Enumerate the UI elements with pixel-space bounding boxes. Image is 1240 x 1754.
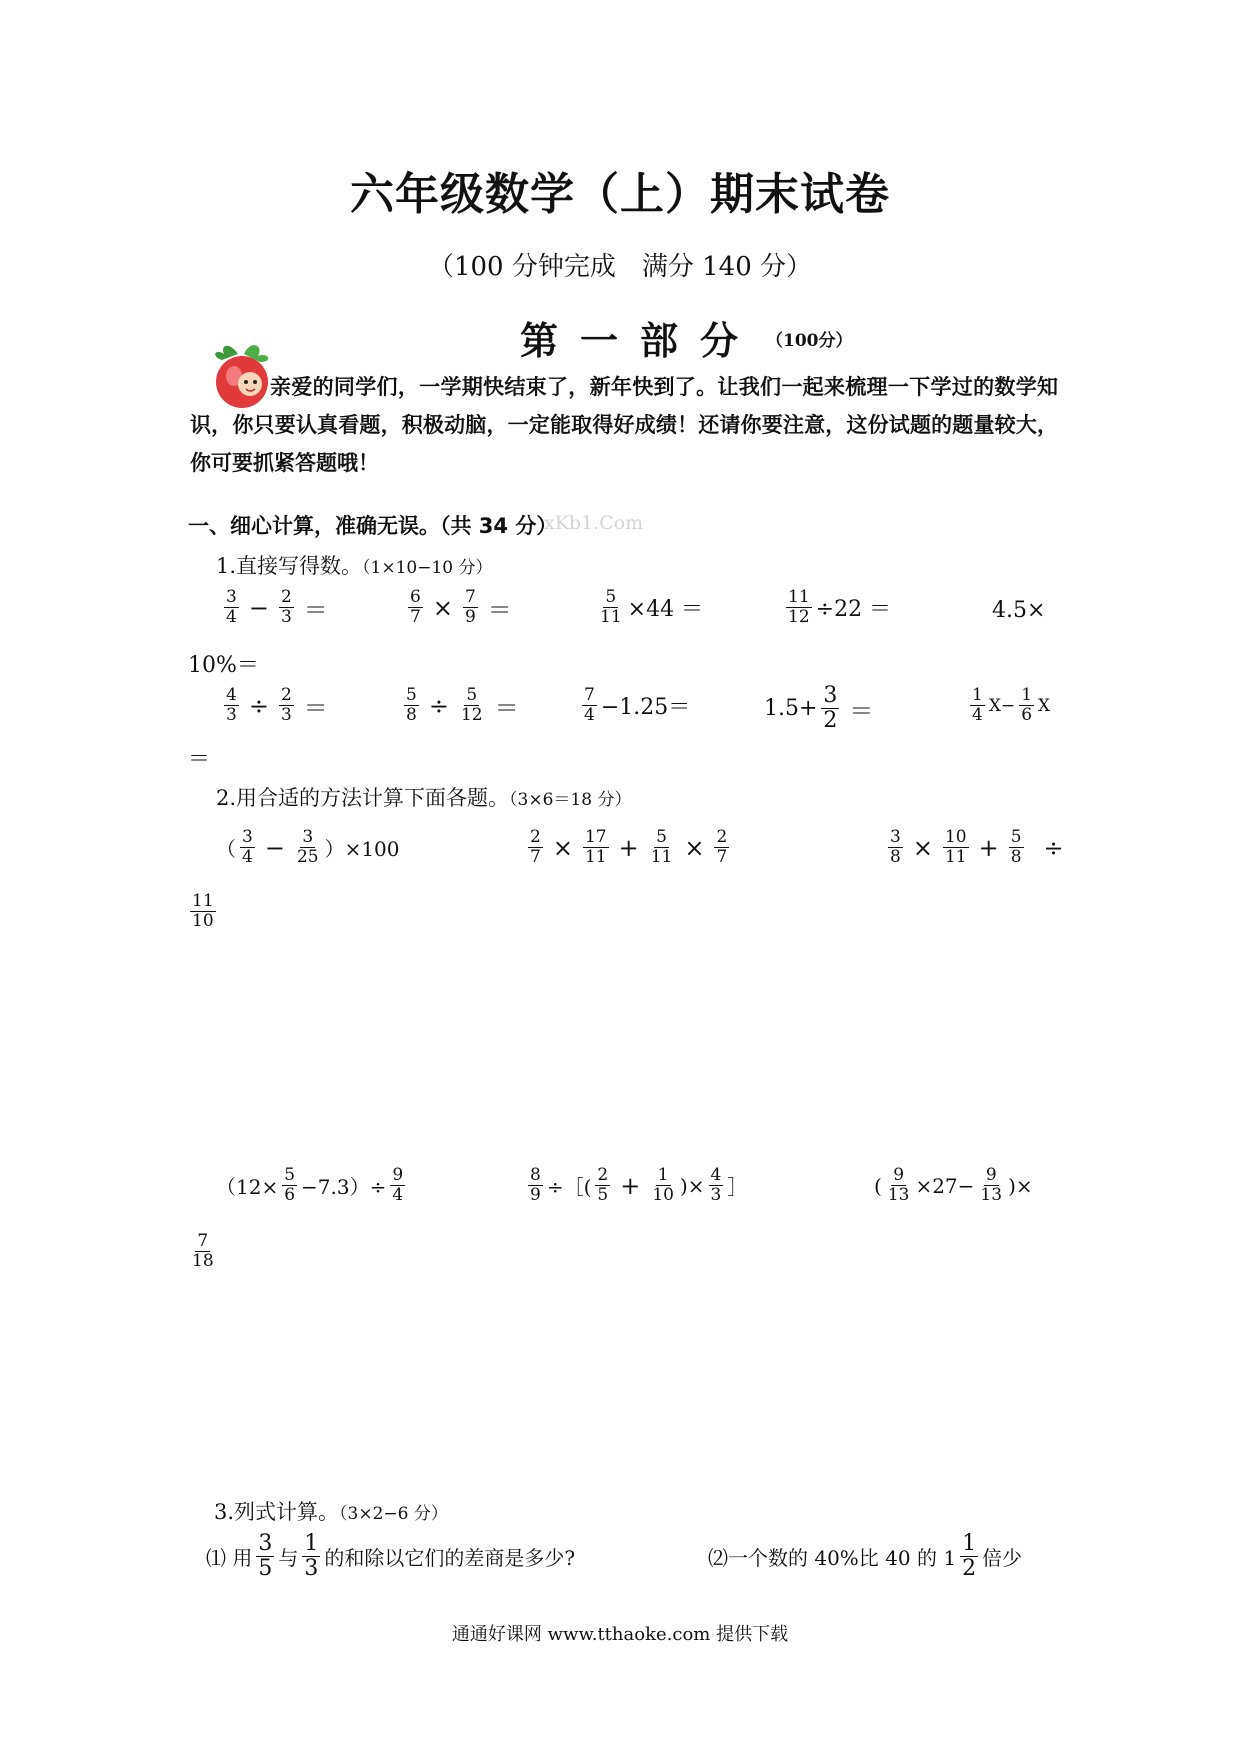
expression-text: X bbox=[1038, 695, 1051, 716]
fraction: $\frac{3}{4}$ bbox=[242, 827, 253, 867]
expression-text: −1.25＝ bbox=[600, 695, 691, 720]
q1-item-3 bbox=[594, 588, 703, 627]
operator: ÷ bbox=[248, 691, 269, 720]
q2-label bbox=[216, 782, 631, 812]
q1-label-text: 1.直接写得数。 bbox=[216, 554, 363, 578]
q2-problem-6 bbox=[874, 1166, 1033, 1205]
operator: + bbox=[618, 833, 639, 862]
fraction: $\frac{7}{4}$ bbox=[584, 685, 595, 725]
fraction: $\frac{9}{13}$ bbox=[980, 1165, 1003, 1205]
q1-item-4 bbox=[782, 588, 891, 627]
q2-problem-5 bbox=[524, 1166, 747, 1205]
operator: ÷ bbox=[1043, 833, 1064, 862]
q3-problem-1 bbox=[206, 1532, 575, 1581]
expression-text: ×44 ＝ bbox=[627, 597, 704, 622]
exam-subtitle: （100 分钟完成 满分 140 分） bbox=[427, 252, 813, 282]
expression-text: )× bbox=[1008, 1173, 1033, 1198]
expression-text: （12× bbox=[216, 1175, 279, 1199]
operator: × bbox=[684, 833, 705, 862]
exam-title: 六年级数学（上）期末试卷 bbox=[350, 169, 890, 220]
fraction: $\frac{7}{18}$ bbox=[192, 1231, 214, 1271]
q2-problem-4 bbox=[216, 1166, 409, 1205]
q1-item-6 bbox=[220, 686, 334, 725]
fraction: $\frac{3}{2}$ bbox=[823, 683, 838, 733]
part-score: （100分） bbox=[766, 331, 853, 351]
expression-text: 10%＝ bbox=[188, 653, 259, 678]
fraction: $\frac{17}{11}$ bbox=[584, 827, 607, 867]
expression-text: ）×100 bbox=[324, 837, 400, 861]
q2-label-text: 2.用合适的方法计算下面各题。 bbox=[216, 786, 510, 810]
q2-score: （3×6＝18 分） bbox=[509, 790, 632, 810]
q3-score: （3×2−6 分） bbox=[339, 1504, 448, 1524]
q1-item-8 bbox=[578, 686, 690, 725]
paren: （ bbox=[216, 837, 236, 861]
fraction: $\frac{2}{7}$ bbox=[530, 827, 541, 867]
equals-sign: ＝ bbox=[494, 694, 519, 722]
q3-label-text: 3.列式计算。 bbox=[214, 1500, 340, 1524]
expression-text: −7.3）÷ bbox=[301, 1175, 387, 1199]
fraction: $\frac{2}{3}$ bbox=[280, 587, 292, 627]
equals-sign: ＝ bbox=[849, 697, 874, 725]
fraction: $\frac{2}{5}$ bbox=[597, 1165, 609, 1205]
q1-score: （1×10−10 分） bbox=[362, 558, 493, 578]
operator: × bbox=[552, 833, 573, 862]
q1-item-2 bbox=[404, 588, 518, 627]
fraction: $\frac{9}{4}$ bbox=[392, 1165, 404, 1205]
fraction: $\frac{1}{6}$ bbox=[1021, 685, 1033, 725]
fraction: $\frac{1}{2}$ bbox=[962, 1531, 977, 1581]
fraction: $\frac{3}{5}$ bbox=[258, 1531, 273, 1581]
fraction: $\frac{5}{11}$ bbox=[650, 827, 673, 867]
expression-text: ＝ bbox=[188, 747, 211, 772]
expression-text: 倍少 bbox=[982, 1546, 1023, 1570]
section-1-title: 一、细心计算，准确无误。（共 34 分） bbox=[188, 514, 558, 538]
q3-problem-2 bbox=[708, 1532, 1022, 1581]
fraction: $\frac{1}{4}$ bbox=[972, 685, 983, 725]
expression-text: ( bbox=[874, 1173, 882, 1198]
expression-text: 与 bbox=[278, 1546, 299, 1570]
q1-item-5 bbox=[992, 598, 1045, 623]
fraction: $\frac{4}{3}$ bbox=[710, 1165, 722, 1205]
fraction: $\frac{5}{6}$ bbox=[284, 1165, 296, 1205]
fraction: $\frac{6}{7}$ bbox=[410, 587, 421, 627]
fraction: $\frac{11}{12}$ bbox=[788, 587, 810, 627]
q1-item-10-wrap bbox=[188, 742, 210, 773]
expression-text: 的和除以它们的差商是多少? bbox=[324, 1546, 576, 1570]
fraction: $\frac{9}{13}$ bbox=[887, 1165, 910, 1205]
fraction: $\frac{7}{9}$ bbox=[464, 587, 476, 627]
fraction: $\frac{3}{25}$ bbox=[296, 827, 319, 867]
fraction: $\frac{3}{4}$ bbox=[226, 587, 237, 627]
q1-label bbox=[216, 550, 493, 580]
q2-problem-3 bbox=[884, 828, 1070, 867]
q1-item-5-wrap bbox=[188, 648, 259, 679]
expression-text: )× bbox=[679, 1173, 705, 1198]
part-title: 第一部分 bbox=[520, 319, 761, 363]
q2-problem-3-wrap bbox=[186, 892, 220, 931]
watermark: xKb1.Com bbox=[544, 512, 644, 534]
fraction: $\frac{3}{8}$ bbox=[890, 827, 901, 867]
q3-label bbox=[214, 1496, 448, 1526]
operator: + bbox=[620, 1171, 641, 1200]
operator: − bbox=[264, 833, 285, 862]
q2-problem-2 bbox=[524, 828, 733, 867]
fraction: $\frac{5}{8}$ bbox=[406, 685, 417, 725]
fraction: $\frac{2}{7}$ bbox=[716, 827, 728, 867]
expression-text: ］ bbox=[727, 1175, 748, 1199]
expression-text: 4.5× bbox=[992, 598, 1046, 623]
equals-sign: ＝ bbox=[487, 596, 512, 624]
q1-item-9 bbox=[764, 684, 879, 733]
operator: + bbox=[978, 833, 999, 862]
intro-paragraph: 亲爱的同学们，一学期快结束了，新年快到了。让我们一起来梳理一下学过的数学知识，你只要认真看题，积极动脑，一定能取得好成绩！还请你要注意，这份试题的题量较大，你可要抓紧答题哦！ bbox=[190, 374, 1058, 475]
expression-text: ⑴ 用 bbox=[206, 1546, 253, 1570]
q1-item-7 bbox=[400, 686, 525, 725]
fraction: $\frac{1}{10}$ bbox=[652, 1165, 674, 1205]
q1-item-1 bbox=[220, 588, 334, 627]
q1-item-10 bbox=[966, 686, 1050, 725]
operator: ÷ bbox=[428, 691, 449, 720]
footer-credit: 通通好课网 www.tthaoke.com 提供下载 bbox=[451, 1624, 789, 1645]
fraction: $\frac{10}{11}$ bbox=[944, 827, 967, 867]
expression-text: ÷［( bbox=[546, 1175, 592, 1199]
equals-sign: ＝ bbox=[303, 694, 328, 722]
operator: × bbox=[432, 593, 453, 622]
expression-text: ÷22 ＝ bbox=[815, 597, 892, 622]
operator: × bbox=[912, 833, 933, 862]
q2-problem-6-wrap bbox=[186, 1232, 220, 1271]
fraction: $\frac{5}{12}$ bbox=[460, 685, 483, 725]
expression-text: 1.5+ bbox=[764, 696, 818, 721]
fraction: $\frac{11}{10}$ bbox=[192, 891, 214, 931]
fraction: $\frac{8}{9}$ bbox=[530, 1165, 541, 1205]
equals-sign: ＝ bbox=[303, 596, 328, 624]
operator: − bbox=[248, 593, 269, 622]
fraction: $\frac{5}{8}$ bbox=[1010, 827, 1022, 867]
expression-text: ×27− bbox=[915, 1173, 975, 1198]
expression-text: ⑵一个数的 40%比 40 的 1 bbox=[708, 1546, 957, 1570]
fraction: $\frac{1}{3}$ bbox=[304, 1531, 319, 1581]
fraction: $\frac{5}{11}$ bbox=[600, 587, 622, 627]
fraction: $\frac{2}{3}$ bbox=[280, 685, 292, 725]
q2-problem-1 bbox=[216, 828, 400, 867]
expression-text: X− bbox=[988, 695, 1016, 716]
fraction: $\frac{4}{3}$ bbox=[226, 685, 237, 725]
